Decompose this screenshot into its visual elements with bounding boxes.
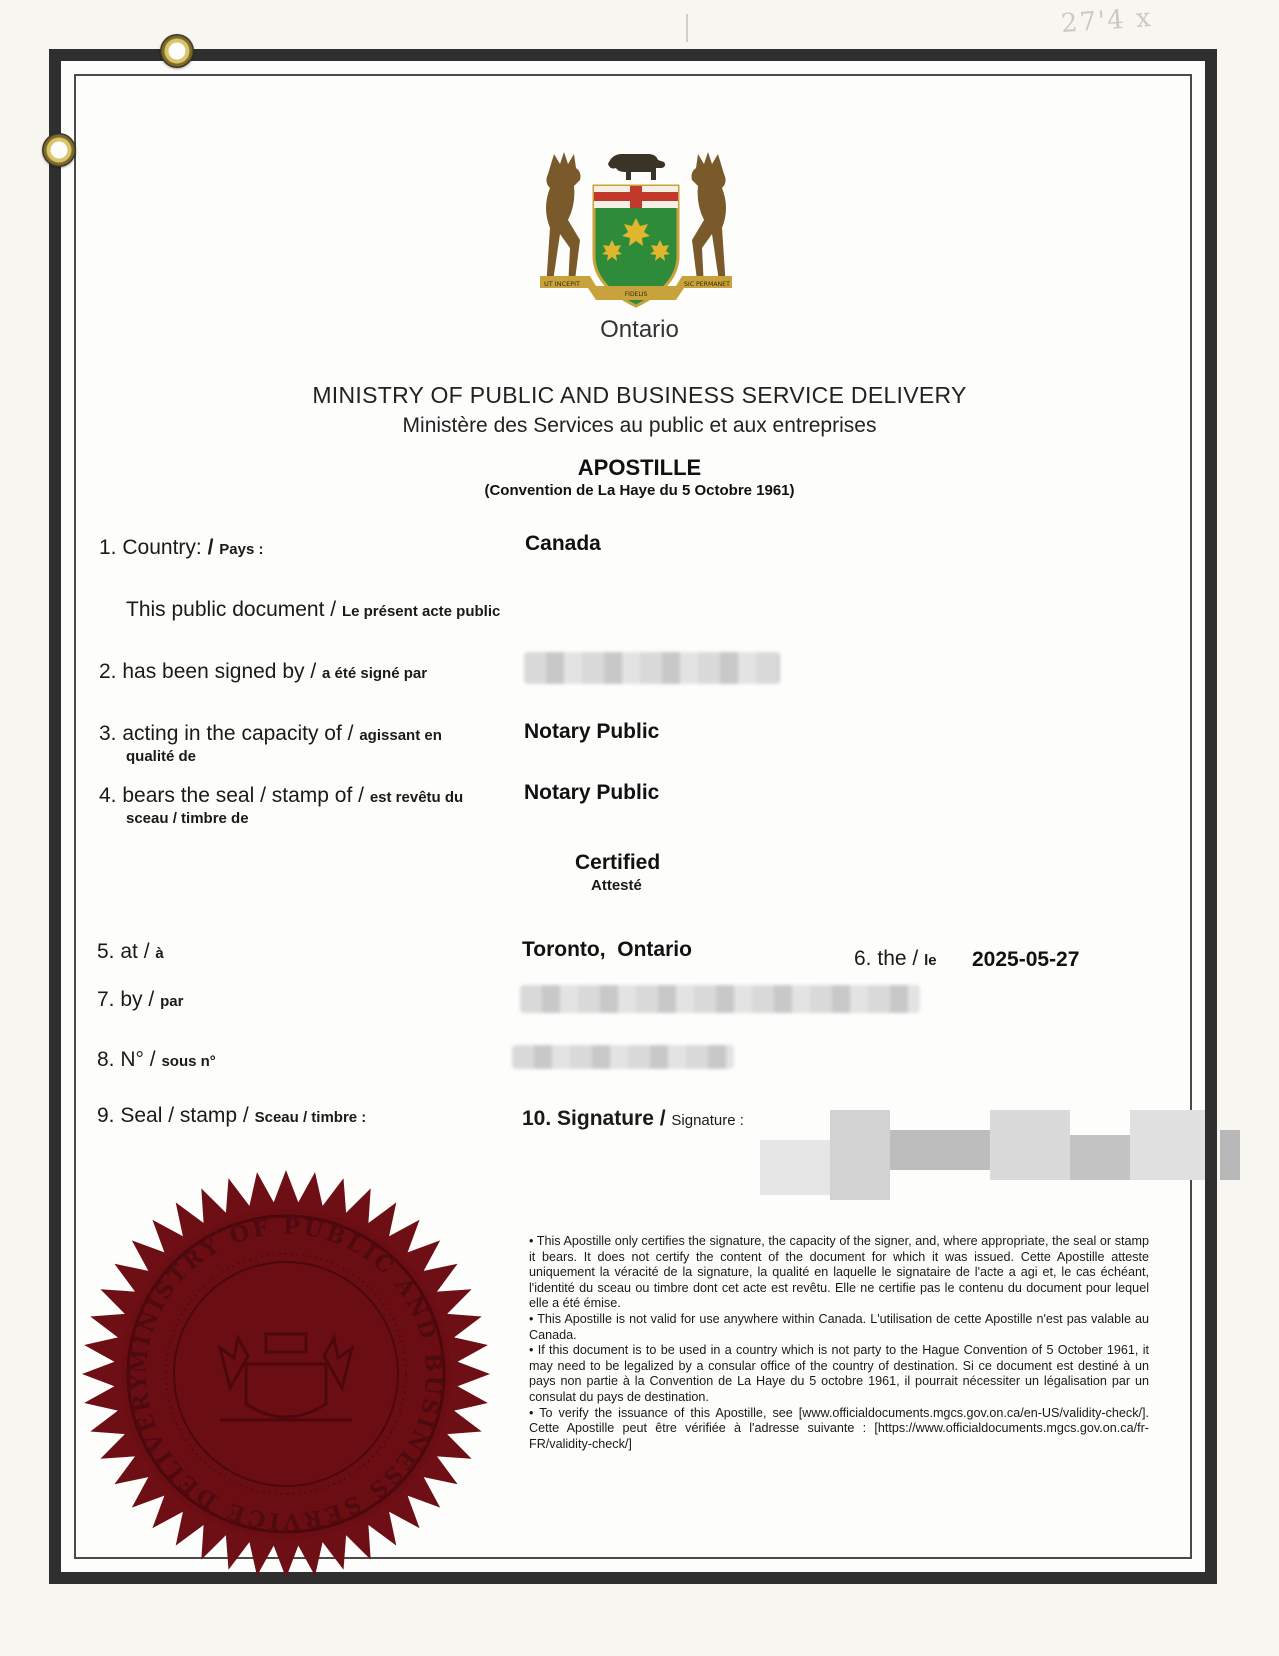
label-fr: agissant en bbox=[359, 727, 442, 744]
label-fr: a été signé par bbox=[322, 665, 428, 682]
label-fr: est revêtu du bbox=[369, 789, 464, 806]
field-6-label bbox=[854, 947, 937, 971]
field-4-label bbox=[99, 784, 463, 808]
label-fr: Le présent acte public bbox=[341, 603, 501, 620]
field-number: 8. bbox=[97, 1048, 115, 1071]
label-sep: / bbox=[207, 536, 214, 559]
label-fr: sous n° bbox=[161, 1053, 216, 1070]
field-number: 9. bbox=[97, 1104, 115, 1127]
signature-redacted bbox=[680, 1110, 1240, 1200]
certified-en: Certified bbox=[575, 851, 661, 874]
field-5-label bbox=[97, 940, 164, 964]
label-fr: Signature : bbox=[671, 1112, 744, 1129]
label-en: Country: bbox=[122, 536, 202, 559]
label-en: by / bbox=[120, 988, 155, 1011]
seal-of-value: Notary Public bbox=[524, 781, 660, 804]
intro-label bbox=[126, 598, 500, 622]
field-8-label bbox=[97, 1048, 216, 1072]
motto-left: UT INCEPIT bbox=[544, 280, 581, 288]
label-en: acting in the capacity of / bbox=[122, 722, 354, 745]
label-fr: Pays : bbox=[219, 541, 264, 558]
field-number: 1. bbox=[99, 536, 117, 559]
ontario-wordmark: Ontario bbox=[600, 316, 679, 343]
deer-right-icon bbox=[692, 152, 727, 288]
label-en: bears the seal / stamp of / bbox=[122, 784, 364, 807]
field-3-label-cont: qualité de bbox=[126, 748, 197, 765]
label-en: has been signed by / bbox=[122, 660, 317, 683]
label-fr: à bbox=[155, 945, 164, 962]
seal-text: MINISTRY OF PUBLIC AND BUSINESS SERVICE DELIVERY bbox=[125, 1213, 447, 1535]
field-number: 5. bbox=[97, 940, 115, 963]
grommet-icon bbox=[160, 34, 194, 68]
field-7-label bbox=[97, 988, 183, 1012]
document-title: APOSTILLE bbox=[577, 455, 702, 480]
field-1-label bbox=[99, 536, 263, 560]
motto-center: FIDELIS bbox=[624, 291, 648, 298]
label-en: the / bbox=[877, 947, 919, 970]
apostille-notes bbox=[529, 1234, 1149, 1452]
field-number: 4. bbox=[99, 784, 117, 807]
note-item: • To verify the issuance of this Apostille, see [www.officialdocuments.mgcs.gov.on.ca/en-US/validity-check/]. Cette Apostille peut être vérifiée à l'adresse suivante : [https://www.officialdocuments.mgcs.gov.on.ca/fr-FR/validity-check/] bbox=[529, 1405, 1149, 1451]
embossed-seal-icon bbox=[80, 1168, 492, 1580]
ministry-name-en: MINISTRY OF PUBLIC AND BUSINESS SERVICE DELIVERY bbox=[312, 382, 967, 408]
field-4-label-cont: sceau / timbre de bbox=[126, 810, 249, 827]
ontario-coat-of-arms-logo bbox=[536, 144, 736, 334]
certified-fr: Attesté bbox=[591, 877, 642, 894]
certificate-number-redacted bbox=[512, 1045, 734, 1069]
label-en: 10. Signature / bbox=[522, 1107, 666, 1130]
pencil-mark bbox=[686, 14, 688, 42]
place-value: Toronto, Ontario bbox=[522, 938, 692, 961]
field-number: 3. bbox=[99, 722, 117, 745]
field-number: 2. bbox=[99, 660, 117, 683]
issuer-name-redacted bbox=[520, 985, 920, 1013]
field-3-label bbox=[99, 722, 442, 746]
note-item: • This Apostille only certifies the signature, the capacity of the signer, and, where appropriate, the seal or stamp it bears. It does not certify the content of the document for which it was issued. Cette Apostille atteste uniquement la véracité de la signature, la qualité en laquelle le signataire de l'acte a agi et, le cas échéant, l'identité du sceau ou timbre dont cet acte est revêtu. Elle ne certifie pas le contenu du document pour lequel elle a été émise. bbox=[529, 1234, 1149, 1311]
note-item: • If this document is to be used in a country which is not party to the Hague Convention of 5 October 1961, it may need to be legalized by a consular office of the country of destination. Si ce document est destiné à un pays non partie à la Convention de La Haye du 5 octobre 1961, il pourrait nécessiter un légalisation par un consulat du pays de destination. bbox=[529, 1343, 1149, 1404]
date-value: 2025-05-27 bbox=[972, 948, 1080, 971]
motto-right: SIC PERMANET bbox=[684, 281, 730, 288]
capacity-value: Notary Public bbox=[524, 720, 660, 743]
label-en: Seal / stamp / bbox=[120, 1104, 249, 1127]
ministry-name-fr: Ministère des Services au public et aux entreprises bbox=[402, 414, 877, 437]
label-fr: par bbox=[160, 993, 184, 1010]
handwritten-margin-note: 27'4 x bbox=[1060, 2, 1154, 40]
label-fr: le bbox=[924, 952, 937, 969]
label-en: This public document / bbox=[126, 598, 337, 621]
note-item: • This Apostille is not valid for use anywhere within Canada. L'utilisation de cette Apostille n'est pas valable au Canada. bbox=[529, 1311, 1149, 1342]
country-value: Canada bbox=[525, 532, 601, 555]
label-en: at / bbox=[120, 940, 150, 963]
field-2-label bbox=[99, 660, 427, 684]
field-number: 6. bbox=[854, 947, 872, 970]
label-en: N° / bbox=[120, 1048, 156, 1071]
field-number: 7. bbox=[97, 988, 115, 1011]
document-subtitle: (Convention de La Haye du 5 Octobre 1961) bbox=[484, 482, 795, 499]
field-9-label bbox=[97, 1104, 366, 1128]
bear-icon bbox=[608, 154, 665, 180]
label-fr: Sceau / timbre : bbox=[254, 1109, 367, 1126]
signer-name-redacted bbox=[524, 652, 780, 684]
grommet-icon bbox=[42, 133, 76, 167]
moose-left-icon bbox=[546, 152, 581, 288]
